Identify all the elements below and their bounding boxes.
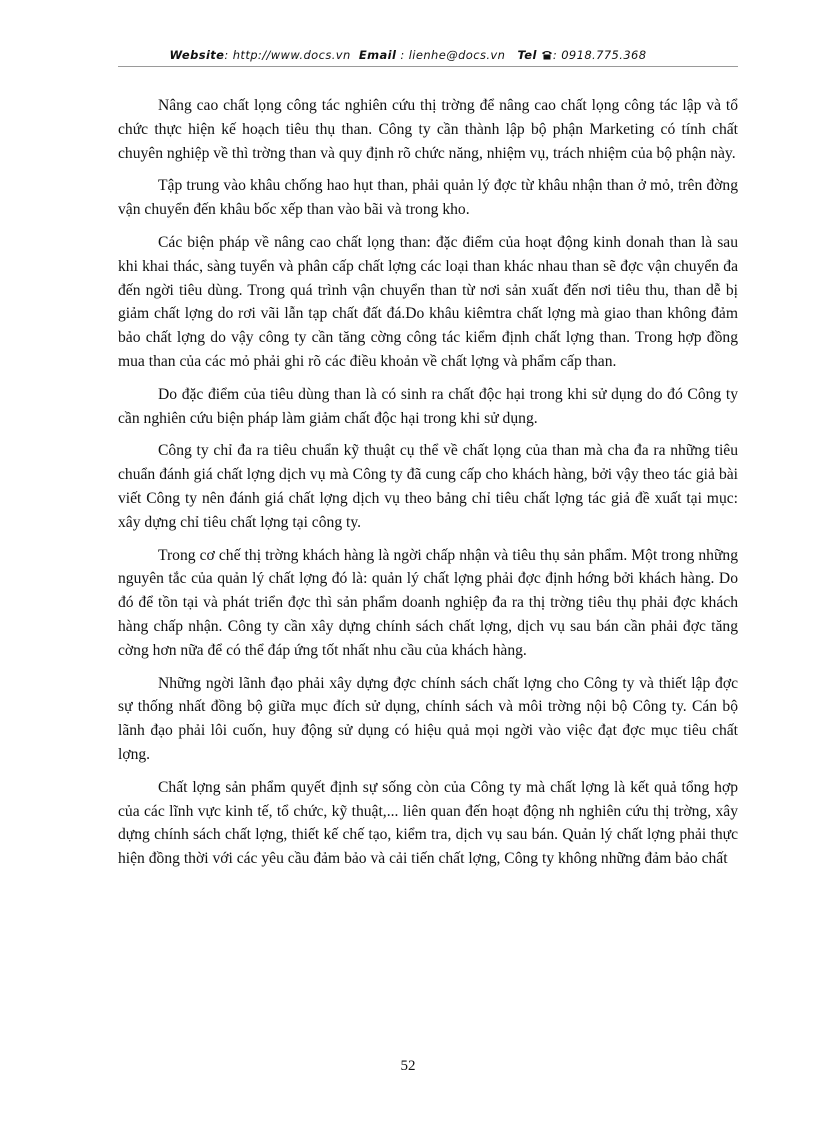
website-label: Website	[169, 48, 225, 62]
paragraph-4: Do đặc điểm của tiêu dùng than là có sinh ra chất độc hại trong khi sử dụng do đó Công ty cần nghiên cứu biện pháp làm giảm chất độc hại trong khi sử dụng.	[118, 385, 738, 427]
page-header	[0, 48, 816, 62]
paragraph-5: Công ty chỉ đa ra tiêu chuẩn kỹ thuật cụ thể về chất lọng của than mà cha đa ra những tiêu chuẩn đánh giá chất lợng dịch vụ mà Công ty đã cung cấp cho khách hàng, bởi vậy theo tác giả bài viết Công ty nên đánh giá chất lợng dịch vụ theo bảng chỉ tiêu chất lợng tác giả đề xuất tại mục: xây dựng chỉ tiêu chất lợng tại công ty.	[118, 442, 738, 531]
website-value: : http://www.docs.vn	[224, 48, 351, 62]
tel-label: Tel	[517, 48, 537, 62]
body-text	[118, 94, 738, 880]
tel-value: : 0918.775.368	[552, 48, 647, 62]
header-rule	[118, 66, 738, 67]
paragraph-8: Chất lợng sản phẩm quyết định sự sống còn của Công ty mà chất lợng là kết quả tổng hợp của các lĩnh vực kinh tế, tổ chức, kỹ thuật,... liên quan đến hoạt động nh nghiên cứu thị trờng, xây dựng chính sách chất lợng, thiết kế chế tạo, kiểm tra, dịch vụ sau bán. Quản lý chất lợng phải thực hiện đồng thời với các yêu cầu đảm bảo và cải tiến chất lợng, Công ty không những đảm bảo chất	[118, 778, 738, 868]
paragraph-2: Tập trung vào khâu chống hao hụt than, phải quản lý đợc từ khâu nhận than ở mỏ, trên đờng vận chuyển đến khâu bốc xếp than vào bãi và trong kho.	[118, 177, 738, 219]
paragraph-6: Trong cơ chế thị trờng khách hàng là ngời chấp nhận và tiêu thụ sản phẩm. Một trong những nguyên tắc của quản lý chất lợng đó là: quản lý chất lợng phải đợc định hớng bởi khách hàng. Do đó để tồn tại và phát triển đợc thì sản phẩm doanh nghiệp đa ra thị trờng tiêu thụ phải đợc khách hàng chấp nhận. Công ty cần xây dựng chính sách chất lợng, dịch vụ sau bán cần phải đợc tăng cờng hơn nữa để có thể đáp ứng tốt nhất nhu cầu của khách hàng.	[118, 546, 738, 659]
paragraph-1: Nâng cao chất lọng công tác nghiên cứu thị trờng để nâng cao chất lọng công tác lập và tổ chức thực hiện kế hoạch tiêu thụ than. Công ty cần thành lập bộ phận Marketing có tính chất chuyên nghiệp về thì trờng than và quy định rõ chức năng, nhiệm vụ, trách nhiệm của bộ phận này.	[118, 97, 738, 162]
email-value: : lienhe@docs.vn	[400, 48, 506, 62]
paragraph-7: Những ngời lãnh đạo phải xây dựng đợc chính sách chất lợng cho Công ty và thiết lập đợc sự thống nhất đồng bộ giữa mục đích sử dụng, chính sách và môi trờng nội bộ Công ty. Cán bộ lãnh đạo phải lôi cuốn, huy động sử dụng có hiệu quả mọi ngời vào việc đạt đợc mục tiêu chất lợng.	[118, 674, 738, 763]
page-number: 52	[400, 1058, 416, 1074]
paragraph-3: Các biện pháp về nâng cao chất lọng than: đặc điểm của hoạt động kinh donah than là sau khi khai thác, sàng tuyển và phân cấp chất lợng các loại than khác nhau than sẽ đợc vận chuyển đa đến ngời tiêu dùng. Trong quá trình vận chuyển than từ nơi sản xuất đến nơi tiêu thu, than dễ bị giảm chất lợng do rơi vãi lẫn tạp chất đất đá.Do khâu kiêmtra chất lợng mà giao than không đảm bảo chất lợng do vậy công ty cần tăng cờng công tác kiểm định chất lợng than. Trong hợp đồng mua than của các mỏ phải ghi rõ các điều khoản về chất lợng và phẩm cấp than.	[118, 233, 738, 370]
phone-icon	[541, 50, 553, 60]
email-label: Email	[358, 48, 397, 62]
